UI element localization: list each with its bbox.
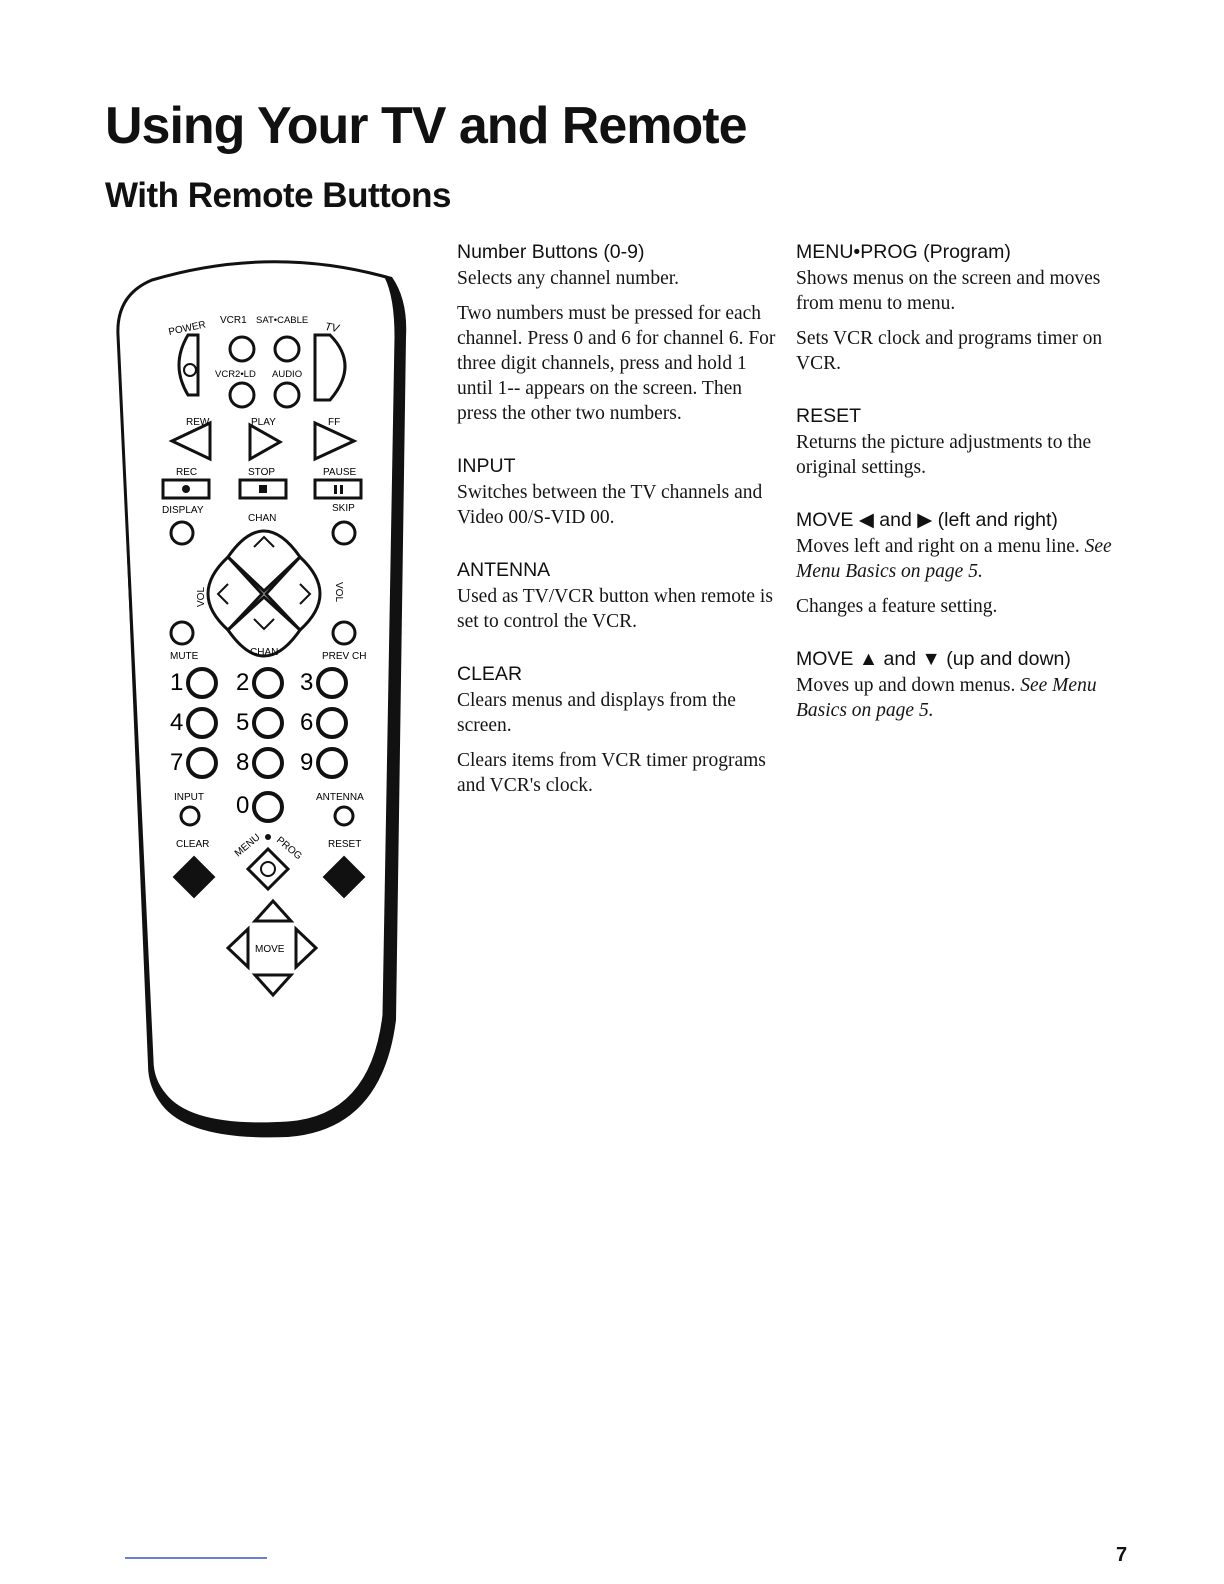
section-reset [796,404,1126,480]
antenna-label: ANTENNA [316,792,364,803]
vcr2-ld-label: VCR2•LD [215,369,256,380]
section-clear [457,662,777,798]
section-move-left-right [796,508,1126,619]
digit-5: 5 [236,709,250,736]
power-label: POWER [167,319,207,339]
number-buttons-text-1: Selects any channel number. [457,268,680,289]
digit-7: 7 [170,749,184,776]
sat-cable-label: SAT•CABLE [256,315,309,326]
digit-0: 0 [236,792,250,819]
input-text: Switches between the TV channels and Video 00/S-VID 00. [457,482,763,528]
antenna-heading: ANTENNA [457,559,551,581]
description-column-right [796,240,1126,751]
number-buttons-text-2: Two numbers must be pressed for each channel. Press 0 and 6 for channel 6. For three digit channels, press and hold 1 until 1-- appears on the screen. Then press the other two numbers. [457,303,776,424]
menu-label: MENU [232,831,263,860]
move-lr-text-1-body: Moves left and right on a menu line. [796,536,1080,557]
input-label: INPUT [174,792,204,803]
prog-label: PROG [274,834,304,863]
vol-right-label: VOL [333,582,344,603]
digit-1: 1 [170,669,184,696]
skip-label: SKIP [332,503,355,514]
reset-text: Returns the picture adjustments to the original settings. [796,432,1092,478]
mute-label: MUTE [170,651,199,662]
footer-rule [125,1557,267,1559]
clear-label: CLEAR [176,839,210,850]
pause-bar-icon [334,485,337,494]
move-ud-text-1-body: Moves up and down menus. [796,675,1016,696]
section-input [457,454,777,530]
menu-prog-heading: MENU•PROG (Program) [796,241,1011,263]
digit-8: 8 [236,749,250,776]
display-label: DISPLAY [162,505,204,516]
remote-drawing [110,245,420,1145]
move-lr-heading: MOVE ◀ and ▶ (left and right) [796,509,1058,531]
tv-label: TV [323,320,340,336]
play-label: PLAY [251,417,276,428]
antenna-text: Used as TV/VCR button when remote is set to control the VCR. [457,586,773,632]
digit-3: 3 [300,669,314,696]
section-move-up-down [796,647,1126,723]
vol-left-label: VOL [196,586,207,607]
number-buttons-heading: Number Buttons (0-9) [457,241,645,263]
chan-top-label: CHAN [248,513,277,524]
section-antenna [457,558,777,634]
menu-prog-text-2: Sets VCR clock and programs timer on VCR. [796,328,1103,374]
move-ud-heading: MOVE ▲ and ▼ (up and down) [796,648,1071,670]
rew-label: REW [186,417,210,428]
page-title: Using Your TV and Remote [105,97,747,155]
ff-label: FF [328,417,341,428]
prev-ch-label: PREV CH [322,651,367,662]
reset-heading: RESET [796,405,862,427]
audio-label: AUDIO [272,369,303,380]
move-lr-text-1 [796,534,1126,584]
chan-bottom-label: CHAN [250,647,279,658]
reset-label: RESET [328,839,362,850]
remote-illustration [110,245,420,1150]
pause-label: PAUSE [323,467,357,478]
section-menu-prog [796,240,1126,376]
move-label: MOVE [255,944,285,955]
move-lr-reference: See Menu Basics on page 5. [796,536,1112,582]
clear-text-2: Clears items from VCR timer programs and VCR's clock. [457,750,766,796]
digit-2: 2 [236,669,250,696]
rec-label: REC [176,467,198,478]
input-heading: INPUT [457,455,516,477]
page-subtitle: With Remote Buttons [105,176,451,215]
move-lr-text-2: Changes a feature setting. [796,596,998,617]
description-column-left [457,240,777,826]
clear-text-1: Clears menus and displays from the screen. [457,690,736,736]
digit-6: 6 [300,709,314,736]
pause-bar-icon [340,485,343,494]
digit-9: 9 [300,749,314,776]
stop-square-icon [259,485,267,493]
rec-dot-icon [182,485,190,493]
digit-4: 4 [170,709,184,736]
page-number: 7 [1116,1544,1128,1566]
move-ud-text-1 [796,673,1126,723]
section-number-buttons [457,240,777,426]
clear-heading: CLEAR [457,663,523,685]
move-ud-reference: See Menu Basics on page 5. [796,675,1097,721]
menu-prog-text-1: Shows menus on the screen and moves from menu to menu. [796,268,1101,314]
stop-label: STOP [248,467,276,478]
vcr1-label: VCR1 [220,315,247,326]
menu-prog-dot-icon [265,834,271,840]
